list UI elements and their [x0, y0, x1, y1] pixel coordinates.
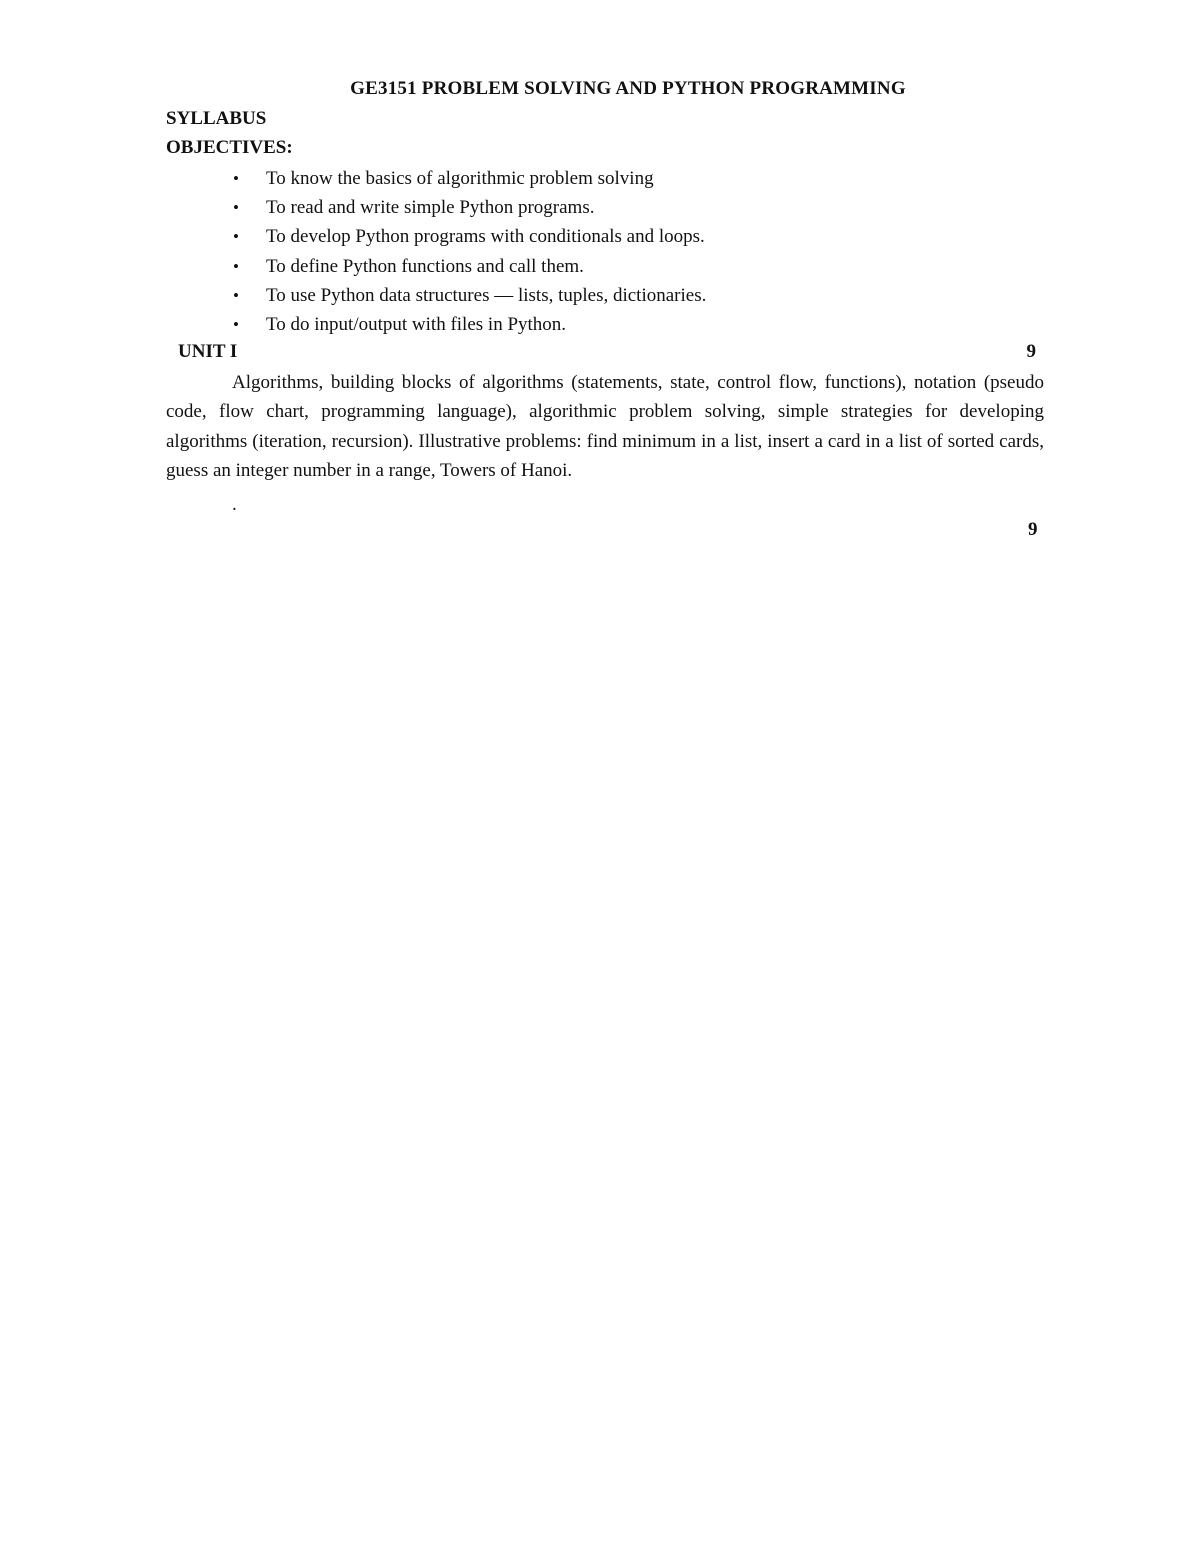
bullet-icon: • — [233, 227, 239, 247]
bullet-icon: • — [233, 285, 239, 305]
list-item — [230, 193, 706, 222]
objectives-heading: OBJECTIVES: — [166, 137, 293, 158]
bullet-icon: • — [233, 198, 239, 218]
bullet-icon: • — [233, 314, 239, 334]
bullet-icon: • — [233, 169, 239, 188]
syllabus-heading: SYLLABUS — [166, 108, 267, 129]
list-item — [230, 252, 706, 281]
next-unit-hours: 9 — [1028, 519, 1038, 540]
objective-text: To know the basics of algorithmic problem solving — [266, 168, 654, 189]
objective-text: To develop Python programs with conditionals and loops. — [266, 226, 705, 248]
document-title: GE3151 PROBLEM SOLVING AND PYTHON PROGRAMMING — [350, 78, 906, 99]
objectives-list — [230, 164, 706, 339]
list-item — [230, 310, 706, 339]
objective-text: To define Python functions and call them. — [266, 255, 584, 277]
list-item — [230, 222, 706, 251]
list-item — [230, 281, 706, 310]
unit-description: Algorithms, building blocks of algorithms (statements, state, control flow, functions), notation (pseudo code, flow chart, programming language), algorithmic problem solving, simple strategies for developing algorithms (iteration, recursion). Illustrative problems: find minimum in a list, insert a card in a list of sorted cards, guess an integer number in a range, Towers of Hanoi. — [166, 372, 1044, 481]
objective-text: To do input/output with files in Python. — [266, 313, 567, 335]
bullet-icon: • — [233, 256, 239, 276]
stray-mark: . — [232, 494, 237, 515]
list-item — [230, 164, 706, 193]
unit-hours: 9 — [1026, 341, 1036, 362]
objective-text: To read and write simple Python programs. — [266, 197, 595, 219]
unit-title: UNIT I — [178, 341, 238, 362]
objective-text: To use Python data structures — lists, tuples, dictionaries. — [266, 284, 707, 306]
